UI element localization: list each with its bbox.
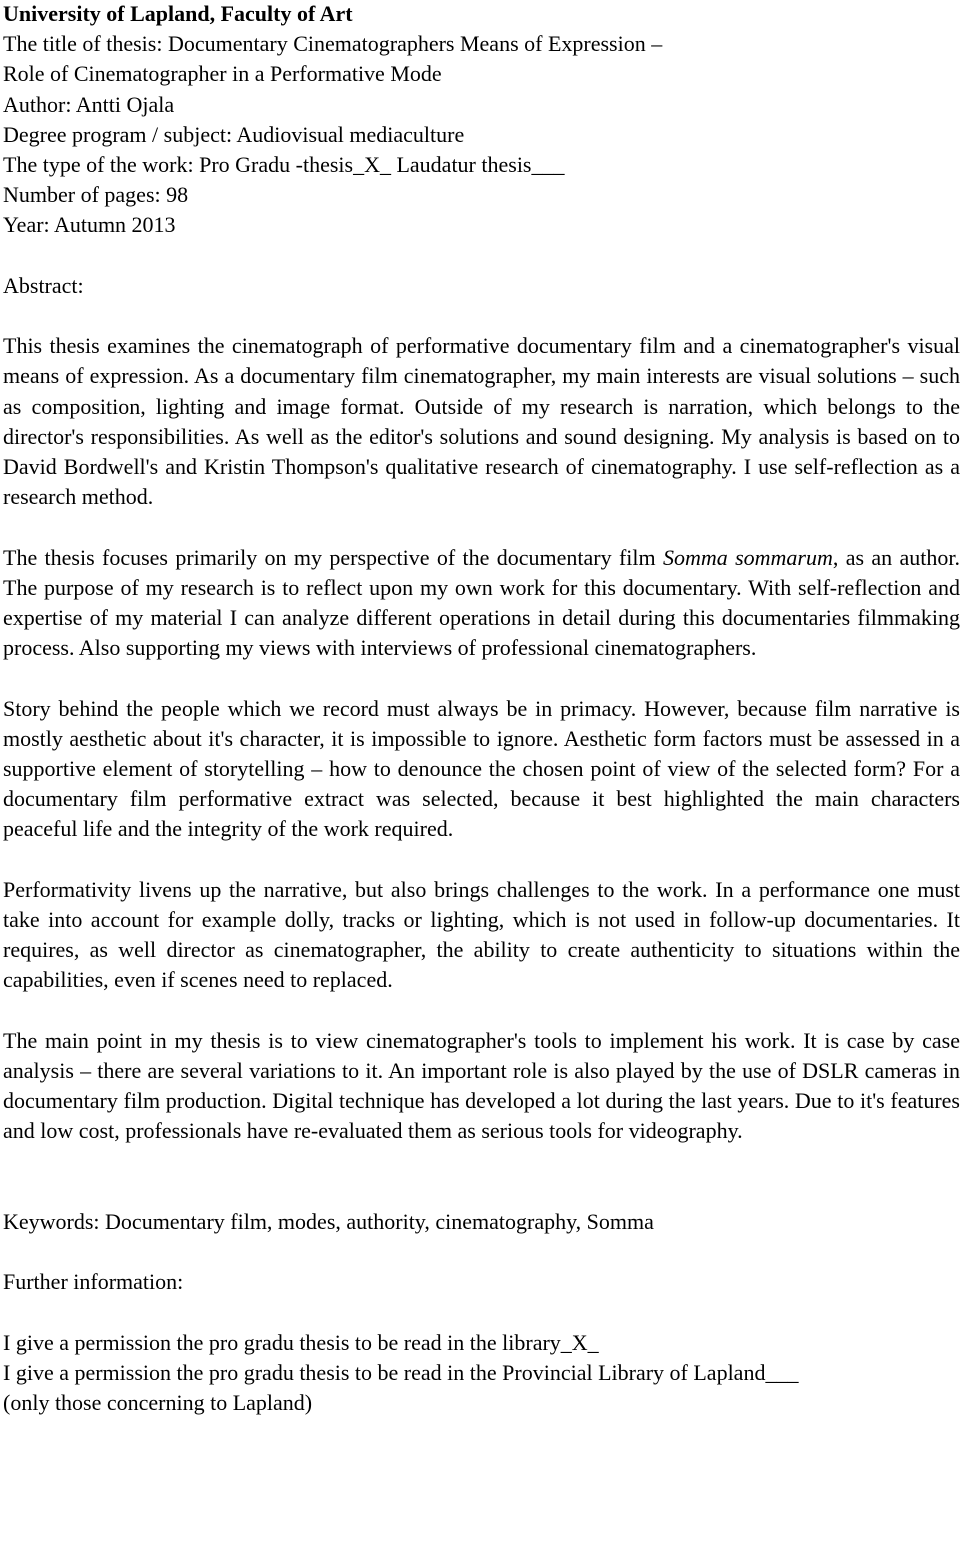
paragraph-2-end: , as an author. The purpose of my research is to reflect upon my own work for this documentary. With self-reflection and expertise of my material I can analyze different operations in detail during this documentaries filmmaking process. Also supporting my views with interviews of professional cinematographers.	[3, 544, 960, 661]
spacer	[3, 663, 960, 693]
spacer	[3, 512, 960, 542]
spacer	[3, 1298, 960, 1328]
spacer	[3, 241, 960, 271]
thesis-title-line-2: Role of Cinematographer in a Performative Mode	[3, 61, 442, 87]
abstract-paragraph-2	[3, 543, 960, 664]
keywords-line: Keywords: Documentary film, modes, authority, cinematography, Somma	[3, 1209, 654, 1235]
spacer	[3, 1147, 960, 1207]
permission-library-line: I give a permission the pro gradu thesis to be read in the library_X_	[3, 1329, 599, 1355]
spacer	[3, 996, 960, 1026]
thesis-abstract-page	[3, 0, 960, 1418]
lapland-note-line: (only those concerning to Lapland)	[3, 1390, 313, 1416]
permission-provincial-library-line: I give a permission the pro gradu thesis to be read in the Provincial Library of Lapland___	[3, 1360, 799, 1385]
abstract-paragraph-5: The main point in my thesis is to view cinematographer's tools to implement his work. It is case by case analysis – there are several variations to it. An important role is also played by the use of DSLR cameras in documentary film production. Digital technique has developed a lot during the last years. Due to it's features and low cost, professionals have re-evaluated them as serious tools for videography.	[3, 1027, 960, 1144]
further-information-label: Further information:	[3, 1269, 184, 1295]
year-line: Year: Autumn 2013	[3, 212, 176, 238]
paragraph-2-start: The thesis focuses primarily on my perspective of the documentary film	[3, 544, 663, 570]
abstract-label: Abstract:	[3, 272, 84, 298]
institution-heading: University of Lapland, Faculty of Art	[3, 1, 353, 26]
spacer	[3, 1237, 960, 1267]
pages-line: Number of pages: 98	[3, 182, 189, 208]
work-type-line: The type of the work: Pro Gradu -thesis_X_ Laudatur thesis___	[3, 152, 565, 178]
degree-line: Degree program / subject: Audiovisual mediaculture	[3, 121, 465, 147]
spacer	[3, 301, 960, 331]
abstract-paragraph-4: Performativity livens up the narrative, but also brings challenges to the work. In a performance one must take into account for example dolly, tracks or lighting, which is not used in follow-up documentaries. It requires, as well director as cinematographer, the ability to create authenticity to situations within the capabilities, even if scenes need to replaced.	[3, 876, 960, 993]
thesis-title-line-1: The title of thesis: Documentary Cinematographers Means of Expression –	[3, 31, 663, 57]
abstract-paragraph-3: Story behind the people which we record must always be in primacy. However, because film narrative is mostly aesthetic about it's character, it is impossible to ignore. Aesthetic form factors must be assessed in a supportive element of storytelling – how to denounce the chosen point of view of the selected form? For a documentary film performative extract was selected, because it best highlighted the main characters peaceful life and the integrity of the work required.	[3, 695, 960, 842]
author-line: Author: Antti Ojala	[3, 91, 175, 117]
film-title: Somma sommarum	[662, 544, 833, 570]
abstract-paragraph-1: This thesis examines the cinematograph of performative documentary film and a cinematographer's visual means of expression. As a documentary film cinematographer, my main interests are visual solutions – such as composition, lighting and image format. Outside of my research is narration, which belongs to the director's responsibilities. As well as the editor's solutions and sound designing. My analysis is based on to David Bordwell's and Kristin Thompson's qualitative research of cinematography. I use self-reflection as a research method.	[3, 333, 960, 510]
spacer	[3, 845, 960, 875]
